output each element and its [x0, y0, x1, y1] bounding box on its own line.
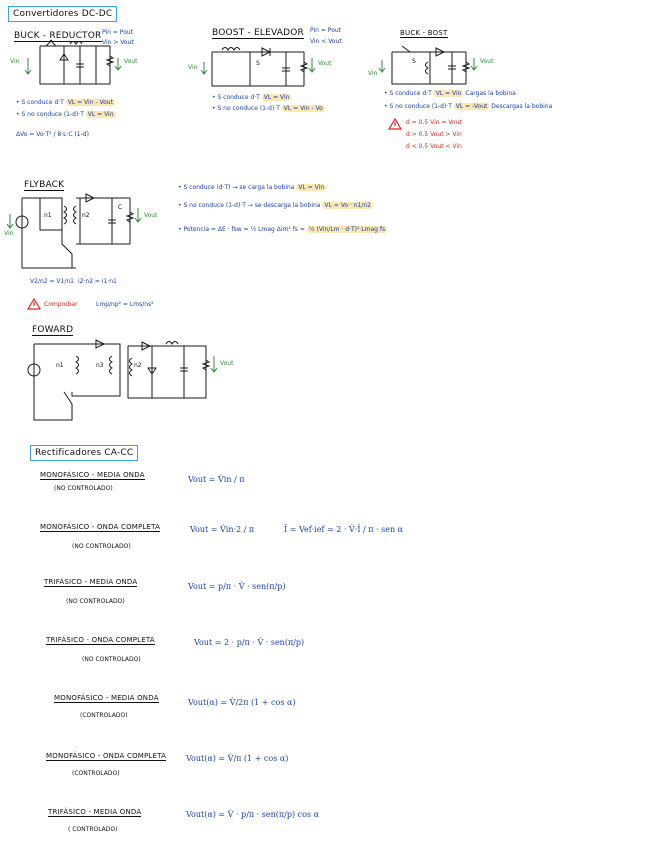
forward-n3-label: n3: [96, 362, 104, 369]
boost-voltage-relation: Vin < Vout: [310, 38, 342, 45]
forward-n2-label: n2: [134, 362, 142, 369]
flyback-check-label: Comprobar: [44, 301, 78, 308]
flyback-voltage-ratio: V2/n2 = V1/n1: [30, 278, 74, 285]
buckboost-vin-label: Vin: [368, 70, 378, 77]
buck-vl-off: VL = Vin: [87, 111, 114, 118]
rectifier-row: [46, 752, 636, 782]
flyback-c-label: C: [118, 204, 123, 211]
boost-switch-label: S: [256, 60, 260, 67]
flyback-power-note: • Potencia = ΔE · fsw = ½ Lmag Δim² fs = ½ (Vin/Lm · d·T)² Lmag fs: [178, 226, 386, 233]
flyback-vl-off: VL = Vo · n1/n2: [324, 202, 371, 209]
rectifier-type: (CONTROLADO): [80, 712, 128, 719]
flyback-vout-label: Vout: [144, 212, 158, 219]
rectifier-extra-formula: Ī = Vef·ief = 2 · V̂·Î / π · sen α: [284, 525, 404, 534]
rectifier-type: (NO CONTROLADO): [66, 598, 125, 605]
buck-vin-label: Vin: [10, 58, 20, 65]
boost-power-relation: Pin = Pout: [310, 27, 342, 34]
rectifier-name: MONOFÁSICO - ONDA COMPLETA: [40, 523, 161, 531]
buckboost-title: BUCK - BOST: [400, 29, 448, 37]
flyback-check-formula: Lmp/np² = Lms/ns²: [96, 301, 154, 308]
buck-vl-on: VL = Vin - Vout: [67, 99, 113, 106]
rectifier-type: (NO CONTROLADO): [54, 485, 113, 492]
forward-n1-label: n1: [56, 362, 64, 369]
buck-voltage-relation: Vin > Vout: [102, 39, 134, 46]
buckboost-switch-label: S: [412, 58, 416, 65]
rectifier-formula: Vout = V̂in·2 / π: [190, 525, 255, 534]
rectifier-row: [40, 471, 640, 501]
boost-note-on: • S conduce d·T VL = Vin: [212, 94, 290, 101]
buck-note-on: • S conduce d·T VL = Vin - Vout: [16, 99, 113, 106]
buck-note-off: • S no conduce (1-d)·T VL = Vin: [16, 111, 114, 118]
buckboost-note-off: • S no conduce (1-d)·T VL = -Vout Descargas la bobina: [384, 103, 553, 110]
boost-vl-on: VL = Vin: [263, 94, 290, 101]
rectifier-row: [54, 694, 644, 724]
rectifier-row: [40, 523, 640, 553]
forward-n1-coil: [76, 356, 79, 374]
buck-vout-label: Vout: [124, 58, 138, 65]
rectifier-name: MONOFÁSICO - ONDA COMPLETA: [46, 752, 167, 760]
buckboost-case-1: d = 0.5 Vin = Vout: [406, 119, 462, 126]
flyback-power-highlight: ½ (Vin/Lm · d·T)² Lmag fs: [308, 226, 386, 233]
rectifier-name: MONOFÁSICO - MEDIA ONDA: [54, 694, 159, 702]
rectifier-formula: Vout = 2 · p/π · V̂ · sen(π/p): [194, 638, 305, 647]
rectifier-formula: Vout = V̂in / π: [188, 475, 245, 484]
rectifier-formula: Vout(α) = V̂/2π (1 + cos α): [188, 698, 296, 707]
buckboost-vl-on: VL = Vin: [435, 90, 462, 97]
rectifier-row: [46, 636, 646, 666]
forward-title: FOWARD: [32, 325, 74, 335]
rectifier-type: ( CONTROLADO): [68, 826, 118, 833]
buck-ripple-formula: ΔVo = Vo·T² / 8·L·C (1-d): [16, 131, 89, 138]
flyback-n2-label: n2: [82, 212, 90, 219]
buckboost-vl-off: VL = -Vout: [455, 103, 488, 110]
section-title-acdc: Rectificadores CA-CC: [30, 445, 138, 461]
rectifier-row: [48, 808, 638, 838]
rectifier-row: [44, 578, 644, 608]
flyback-title: FLYBACK: [24, 180, 65, 190]
rectifier-name: MONOFÁSICO - MEDIA ONDA: [40, 471, 145, 479]
boost-vl-off: VL = Vin - Vo: [283, 105, 323, 112]
section-title-dcdc: Convertidores DC-DC: [8, 6, 117, 22]
buckboost-vout-label: Vout: [480, 58, 494, 65]
buckboost-note-on: • S conduce d·T VL = Vin Cargas la bobina: [384, 90, 516, 97]
rectifier-type: (CONTROLADO): [72, 770, 120, 777]
flyback-n1-label: n1: [44, 212, 52, 219]
forward-vout-label: Vout: [220, 360, 234, 367]
flyback-note-on: • S conduce (d·T) → se carga la bobina VL = Vin: [178, 184, 325, 191]
buckboost-case-2: d > 0.5 Vout > Vin: [406, 131, 462, 138]
flyback-vl-on: VL = Vin: [298, 184, 325, 191]
rectifier-formula: Vout = p/π · V̂ · sen(π/p): [188, 582, 286, 591]
flyback-current-ratio: i2·n2 = i1·n1: [78, 278, 117, 285]
rectifier-name: TRIFÁSICO - MEDIA ONDA: [48, 808, 142, 816]
rectifier-type: (NO CONTROLADO): [72, 543, 131, 550]
buck-power-relation: Pin = Pout: [102, 29, 134, 36]
boost-vout-label: Vout: [318, 60, 332, 67]
flyback-vin-label: Vin: [4, 230, 14, 237]
forward-inductor: [166, 342, 178, 345]
forward-vout-arrow: [211, 356, 217, 372]
boost-note-off: • S no conduce (1-d)·T VL = Vin - Vo: [212, 105, 323, 112]
boost-title: BOOST - ELEVADOR: [212, 28, 304, 38]
boost-vin-label: Vin: [188, 64, 198, 71]
forward-n3-coil: [110, 356, 113, 374]
buck-title: BUCK - REDUCTOR: [14, 31, 102, 41]
flyback-note-off: • S no conduce (1-d)·T → se descarga la bobina VL = Vo · n1/n2: [178, 202, 371, 209]
forward-n2-coil: [130, 358, 133, 376]
rectifier-name: TRIFÁSICO - ONDA COMPLETA: [46, 636, 155, 644]
buckboost-case-3: d < 0.5 Vout < Vin: [406, 143, 462, 150]
rectifier-formula: Vout(α) = V̂/π (1 + cos α): [186, 754, 289, 763]
rectifier-formula: Vout(α) = V̂ · p/π · sen(π/p) cos α: [186, 810, 319, 819]
rectifier-type: (NO CONTROLADO): [82, 656, 141, 663]
rectifier-name: TRIFÁSICO - MEDIA ONDA: [44, 578, 138, 586]
